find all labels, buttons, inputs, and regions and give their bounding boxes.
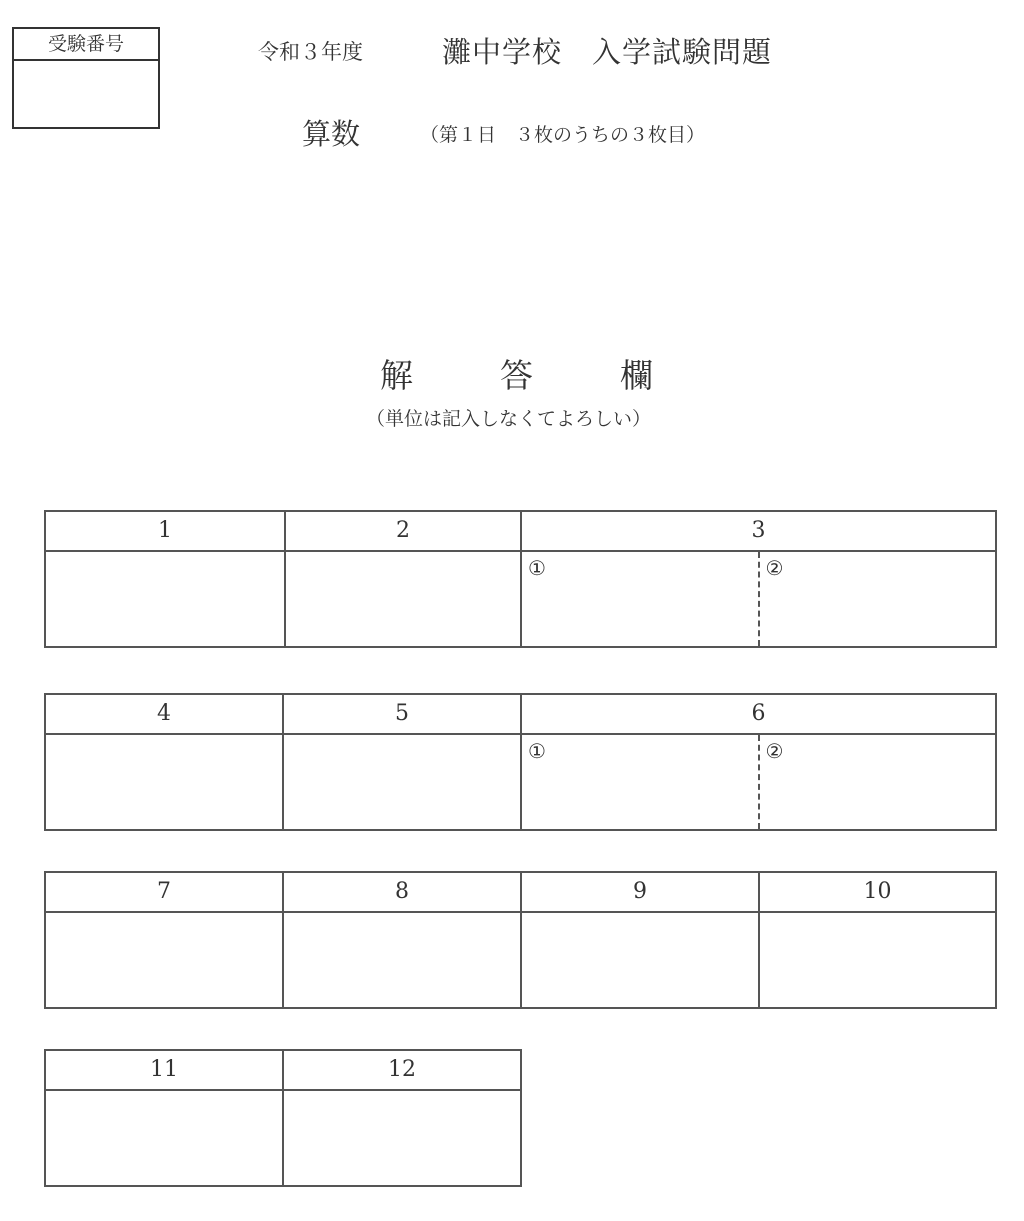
part-marker: ① [528, 556, 546, 580]
unit-note: （単位は記入しなくてよろしい） [366, 408, 652, 430]
exam-subject: 算数 [302, 117, 361, 151]
answer-cell-4[interactable] [45, 734, 283, 830]
answer-heading-char: 答 [500, 356, 533, 395]
answer-heading-char: 解 [380, 356, 413, 395]
answer-cell-11[interactable] [45, 1090, 283, 1186]
answer-table-1 [44, 510, 997, 648]
answer-cell-9[interactable] [521, 912, 759, 1008]
answer-cell-7[interactable] [45, 912, 283, 1008]
answer-table-2 [44, 693, 997, 831]
exam-number-field[interactable] [14, 61, 158, 131]
question-number: 10 [759, 872, 996, 912]
part-marker: ② [765, 739, 784, 763]
exam-year: 令和３年度 [258, 40, 363, 64]
question-number: 2 [285, 511, 521, 551]
question-number: 1 [45, 511, 285, 551]
answer-cell-5[interactable] [283, 734, 521, 830]
answer-table-3 [44, 871, 997, 1009]
answer-cell-10[interactable] [759, 912, 996, 1008]
answer-cell-3-part-1[interactable] [522, 552, 760, 646]
answer-table-4 [44, 1049, 522, 1187]
sheet-note: （第１日 ３枚のうちの３枚目） [420, 124, 706, 146]
answer-heading [380, 350, 740, 397]
answer-cell-6-part-1[interactable] [522, 735, 760, 829]
exam-number-label: 受験番号 [14, 29, 158, 61]
answer-cell-12[interactable] [283, 1090, 521, 1186]
answer-cell-3 [521, 551, 996, 647]
question-number: 5 [283, 694, 521, 734]
question-number: 3 [521, 511, 996, 551]
answer-cell-6 [521, 734, 996, 830]
exam-number-box [12, 27, 160, 129]
question-number: 6 [521, 694, 996, 734]
part-marker: ① [528, 739, 546, 763]
answer-cell-2[interactable] [285, 551, 521, 647]
question-number: 11 [45, 1050, 283, 1090]
exam-title: 灘中学校 入学試験問題 [442, 35, 773, 69]
question-number: 7 [45, 872, 283, 912]
part-marker: ② [765, 556, 784, 580]
question-number: 8 [283, 872, 521, 912]
answer-cell-8[interactable] [283, 912, 521, 1008]
question-number: 9 [521, 872, 759, 912]
question-number: 12 [283, 1050, 521, 1090]
answer-cell-3-part-2[interactable] [760, 552, 996, 646]
question-number: 4 [45, 694, 283, 734]
answer-cell-6-part-2[interactable] [760, 735, 996, 829]
answer-heading-char: 欄 [620, 356, 653, 395]
answer-cell-1[interactable] [45, 551, 285, 647]
